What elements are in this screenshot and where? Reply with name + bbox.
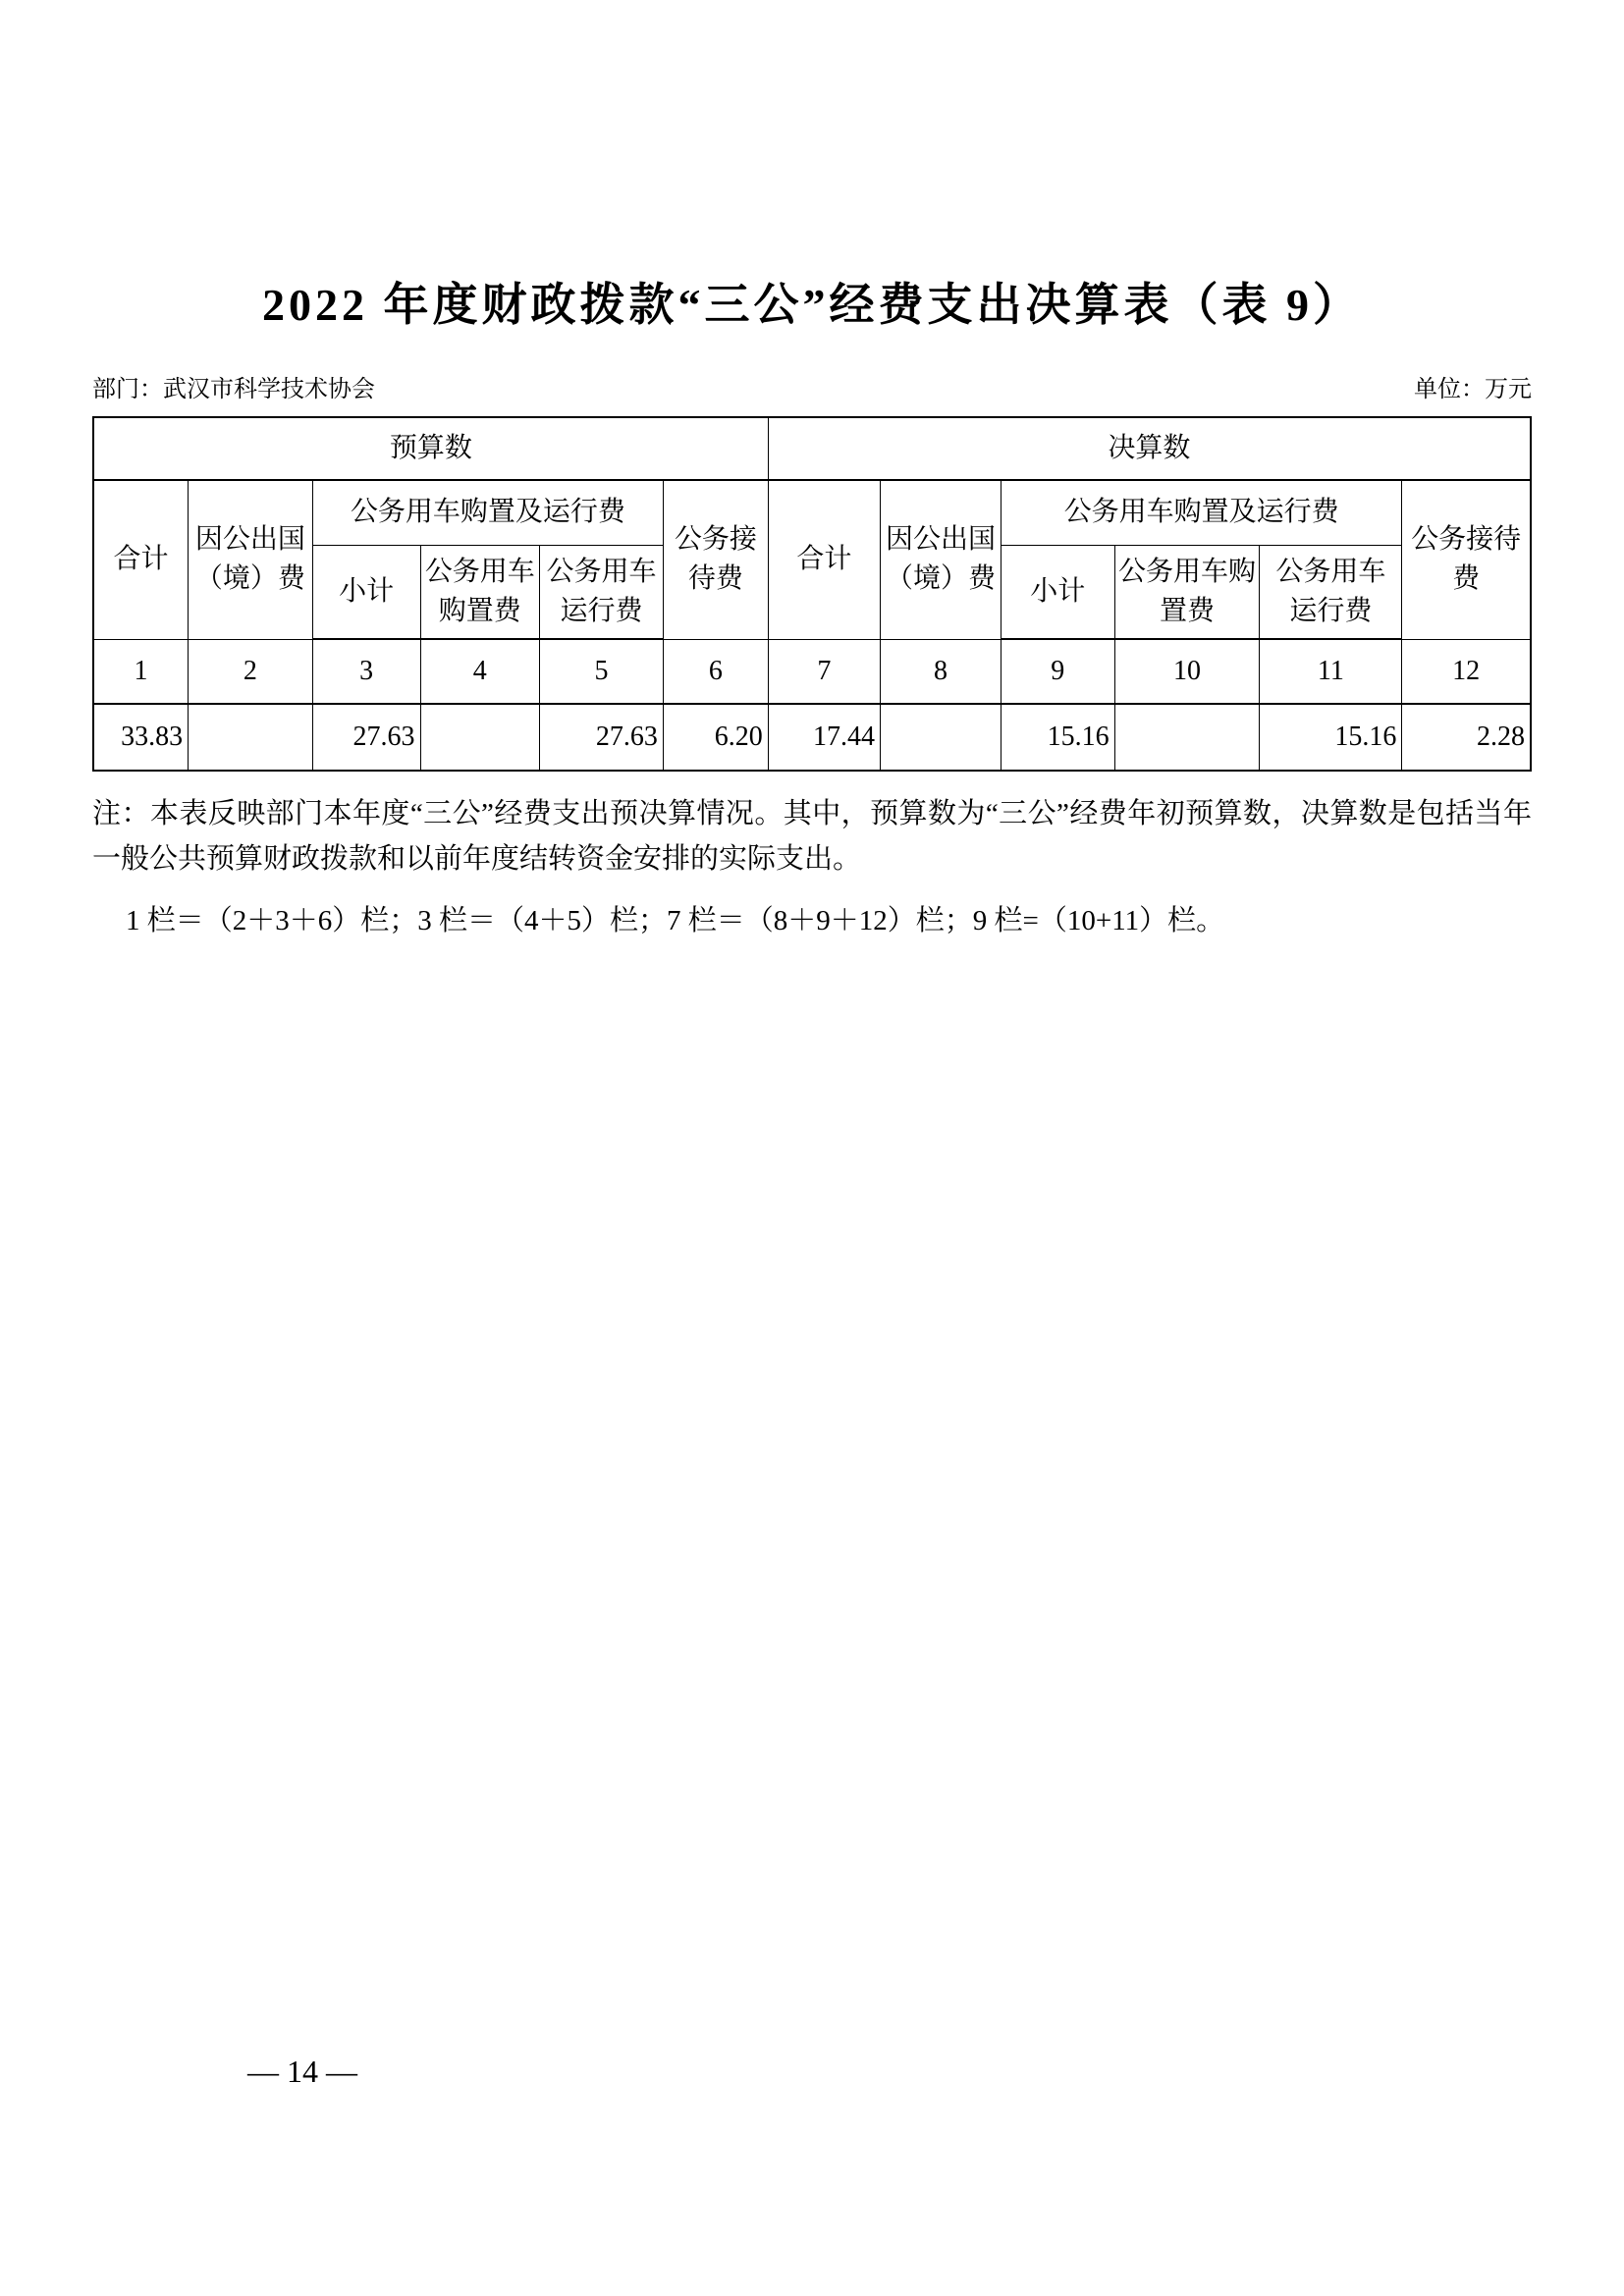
section-header-budget: 预算数 [93,417,768,480]
column-number-6: 6 [663,639,768,704]
header-reception-final: 公务接待费 [1402,480,1531,639]
column-number-10: 10 [1114,639,1260,704]
header-vehicle-subtotal-final: 小计 [1001,545,1114,639]
section-header-row [93,417,1531,480]
column-number-7: 7 [768,639,880,704]
header-band-row [93,480,1531,545]
header-abroad-budget: 因公出国（境）费 [189,480,313,639]
header-vehicle-purchase-budget: 公务用车购置费 [420,545,540,639]
column-number-12: 12 [1402,639,1531,704]
value-cell-8 [880,704,1001,771]
value-cell-10 [1114,704,1260,771]
header-vehicle-operation-final: 公务用车运行费 [1260,545,1402,639]
value-cell-2 [189,704,313,771]
header-vehicle-subtotal-budget: 小计 [312,545,420,639]
column-formula: 1 栏＝（2＋3＋6）栏；3 栏＝（4＋5）栏；7 栏＝（8＋9＋12）栏；9 栏=（10+11）栏。 [126,905,1225,936]
column-number-5: 5 [540,639,664,704]
column-number-3: 3 [312,639,420,704]
department-label: 部门：武汉市科学技术协会 [92,377,375,402]
section-header-final: 决算数 [768,417,1531,480]
column-number-2: 2 [189,639,313,704]
header-vehicle-operation-budget: 公务用车运行费 [540,545,664,639]
table-note: 注：本表反映部门本年度“三公”经费支出预决算情况。其中，预算数为“三公”经费年初预算数，决算数是包括当年一般公共预算财政拨款和以前年度结转资金安排的实际支出。 [92,798,1532,875]
column-number-8: 8 [880,639,1001,704]
header-vehicle-purchase-final: 公务用车购置费 [1114,545,1260,639]
header-vehicle-group-budget: 公务用车购置及运行费 [312,480,663,545]
header-reception-budget: 公务接待费 [663,480,768,639]
column-number-row [93,639,1531,704]
column-number-11: 11 [1260,639,1402,704]
value-cell-1: 33.83 [93,704,189,771]
page-title: 2022 年度财政拨款“三公”经费支出决算表（表 9） [262,280,1362,330]
unit-label: 单位：万元 [1414,377,1532,402]
page-number: — 14 — [247,2054,357,2089]
header-total-final: 合计 [768,480,880,639]
value-cell-6: 6.20 [663,704,768,771]
value-row [93,704,1531,771]
column-number-1: 1 [93,639,189,704]
value-cell-9: 15.16 [1001,704,1114,771]
meta-row [92,375,1532,404]
value-cell-5: 27.63 [540,704,664,771]
value-cell-7: 17.44 [768,704,880,771]
column-number-4: 4 [420,639,540,704]
header-abroad-final: 因公出国（境）费 [880,480,1001,639]
value-cell-12: 2.28 [1402,704,1531,771]
value-cell-11: 15.16 [1260,704,1402,771]
column-number-9: 9 [1001,639,1114,704]
value-cell-4 [420,704,540,771]
three-public-expenses-table [92,416,1532,772]
value-cell-3: 27.63 [312,704,420,771]
header-total-budget: 合计 [93,480,189,639]
header-vehicle-group-final: 公务用车购置及运行费 [1001,480,1401,545]
